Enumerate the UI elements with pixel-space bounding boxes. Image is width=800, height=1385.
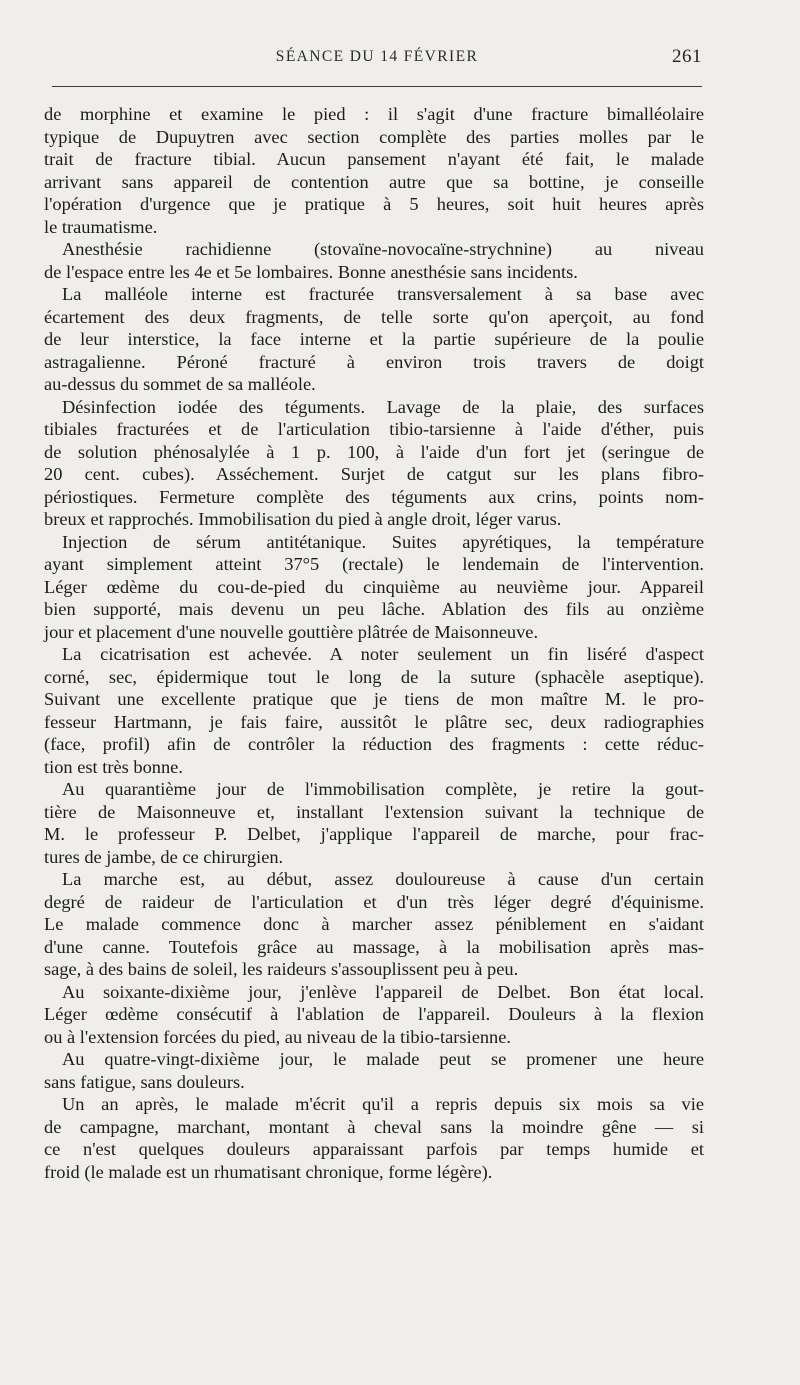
text-line: Suivant une excellente pratique que je tiens de mon maître M. le pro- [44,689,704,709]
text-line: Au quatre-vingt-dixième jour, le malade peut se promener une heure [62,1049,704,1069]
text-line: de morphine et examine le pied : il s'agit d'une fracture bimalléolaire [44,104,704,124]
text-line: 20 cent. cubes). Asséchement. Surjet de catgut sur les plans fibro- [44,464,704,484]
running-title: SÉANCE DU 14 FÉVRIER [275,48,479,65]
text-line: Le malade commence donc à marcher assez péniblement en s'aidant [44,914,704,934]
text-line: corné, sec, épidermique tout le long de la suture (sphacèle aseptique). [44,666,704,687]
body-text [44,103,704,1183]
text-line: La marche est, au début, assez douloureuse à cause d'un certain [62,869,704,889]
text-line: bien supporté, mais devenu un peu lâche. Ablation des fils au onzième [44,599,704,619]
text-line: La cicatrisation est achevée. A noter seulement un fin liséré d'aspect [62,644,704,664]
text-line: tière de Maisonneuve et, installant l'extension suivant la technique de [44,801,704,822]
text-line: de l'espace entre les 4e et 5e lombaires. Bonne anesthésie sans incidents. [44,261,578,282]
text-line: Léger œdème du cou-de-pied du cinquième au neuvième jour. Appareil [44,576,704,597]
text-line: degré de raideur de l'articulation et d'un très léger degré d'équinisme. [44,891,704,912]
text-line: breux et rapprochés. Immobilisation du pied à angle droit, léger varus. [44,509,562,529]
text-line: trait de fracture tibial. Aucun pansement n'ayant été fait, le malade [44,149,704,169]
text-line: de campagne, marchant, montant à cheval sans la moindre gêne — si [44,1116,704,1137]
text-line: Au soixante-dixième jour, j'enlève l'appareil de Delbet. Bon état local. [62,981,704,1002]
text-line: de leur interstice, la face interne et la partie supérieure de la poulie [44,329,704,349]
text-line: Un an après, le malade m'écrit qu'il a repris depuis six mois sa vie [62,1094,704,1114]
text-line: Anesthésie rachidienne (stovaïne-novocaïne-strychnine) au niveau [62,239,704,259]
page-number: 261 [672,46,702,67]
text-line: périostiques. Fermeture complète des téguments aux crins, points nom- [44,486,704,507]
text-line: La malléole interne est fracturée transversalement à sa base avec [62,284,704,304]
text-line: tion est très bonne. [44,756,183,777]
header-rule [52,86,702,87]
text-line: le traumatisme. [44,216,158,237]
text-line: sage, à des bains de soleil, les raideurs s'assouplissent peu à peu. [44,959,519,979]
text-line: froid (le malade est un rhumatisant chronique, forme légère). [44,1161,493,1182]
text-line: M. le professeur P. Delbet, j'applique l'appareil de marche, pour frac- [44,824,704,844]
text-line: Au quarantième jour de l'immobilisation complète, je retire la gout- [62,779,704,799]
text-line: d'une canne. Toutefois grâce au massage, à la mobilisation après mas- [44,936,704,957]
text-line: ayant simplement atteint 37°5 (rectale) le lendemain de l'intervention. [44,554,704,574]
text-line: Injection de sérum antitétanique. Suites apyrétiques, la température [62,531,704,552]
running-head [52,48,702,70]
text-line: (face, profil) afin de contrôler la réduction des fragments : cette réduc- [44,734,704,754]
text-line: Désinfection iodée des téguments. Lavage de la plaie, des surfaces [62,396,704,417]
text-line: au-dessus du sommet de sa malléole. [44,374,316,394]
text-line: astragalienne. Péroné fracturé à environ trois travers de doigt [44,351,704,372]
text-line: typique de Dupuytren avec section complète des parties molles par le [44,126,704,147]
text-line: tures de jambe, de ce chirurgien. [44,846,284,867]
text-line: arrivant sans appareil de contention autre que sa bottine, je conseille [44,171,704,192]
text-line: tibiales fracturées et de l'articulation tibio-tarsienne à l'aide d'éther, puis [44,419,704,439]
text-line: ce n'est quelques douleurs apparaissant parfois par temps humide et [44,1139,704,1159]
text-line: sans fatigue, sans douleurs. [44,1071,245,1092]
text-line: l'opération d'urgence que je pratique à 5 heures, soit huit heures après [44,194,704,214]
text-line: de solution phénosalylée à 1 p. 100, à l'aide d'un fort jet (seringue de [44,441,704,462]
text-line: Léger œdème consécutif à l'ablation de l'appareil. Douleurs à la flexion [44,1004,704,1024]
text-line: fesseur Hartmann, je fais faire, aussitôt le plâtre sec, deux radiographies [44,711,704,732]
text-line: jour et placement d'une nouvelle gouttière plâtrée de Maisonneuve. [44,621,539,642]
text-line: écartement des deux fragments, de telle sorte qu'on aperçoit, au fond [44,306,704,327]
text-line: ou à l'extension forcées du pied, au niveau de la tibio-tarsienne. [44,1026,512,1047]
